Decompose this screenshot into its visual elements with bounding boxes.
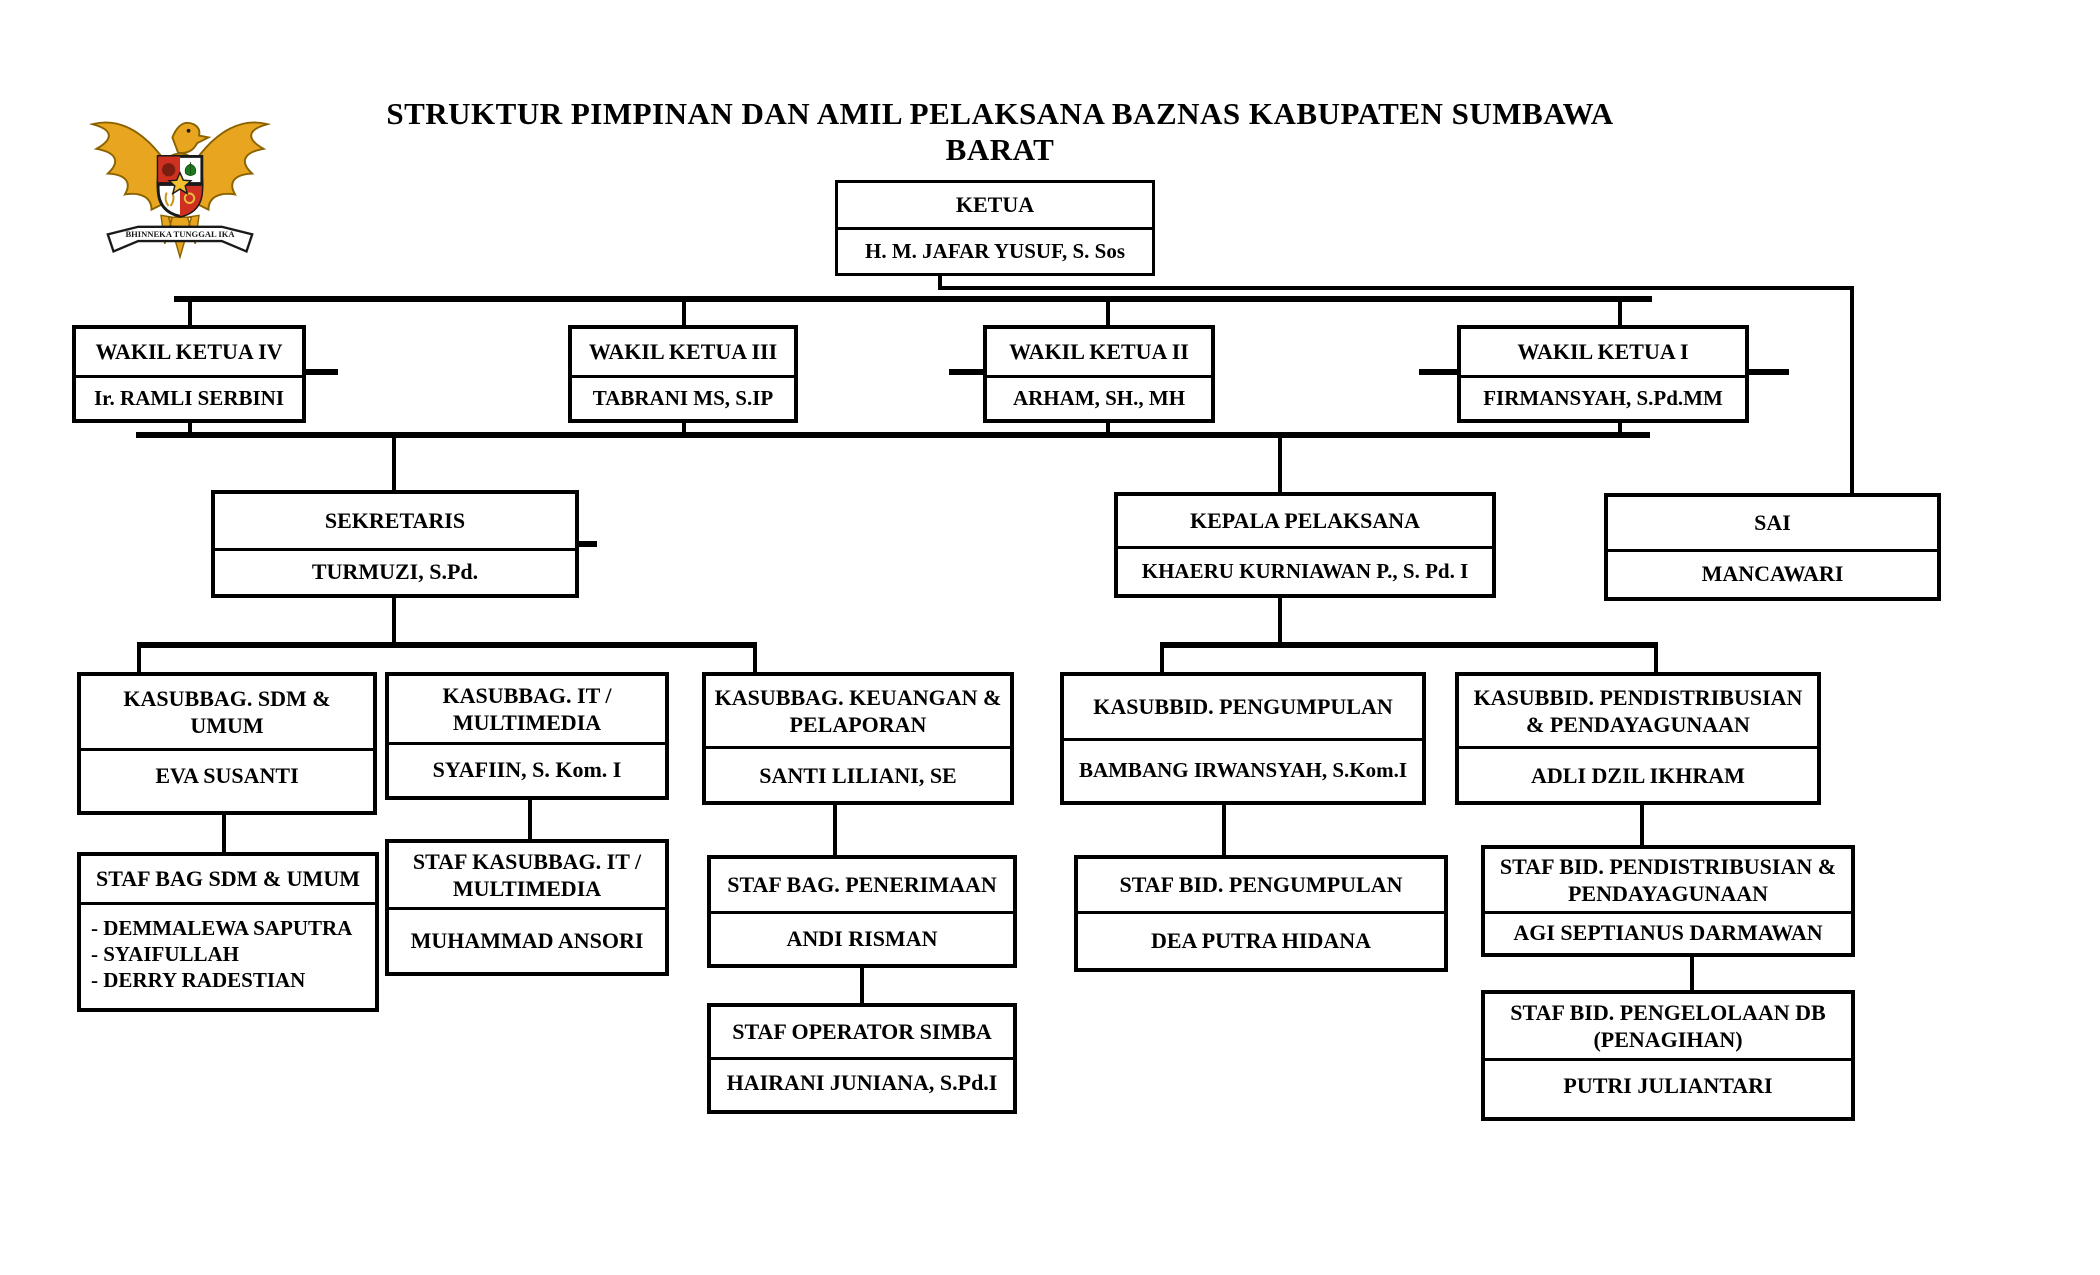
connector-kepala-stem: [1278, 598, 1282, 648]
org-node-kasubbid-pendistribusian: [1455, 672, 1821, 805]
stub-wakil2-left: [949, 369, 983, 375]
node-name: KHAERU KURNIAWAN P., S. Pd. I: [1118, 546, 1492, 594]
node-name: ADLI DZIL IKHRAM: [1459, 746, 1817, 801]
connector-stafpengumpulan-stem: [1222, 805, 1226, 855]
stub-wakil4-right: [306, 369, 338, 375]
stub-sekretaris-right: [579, 541, 597, 547]
connector-pengumpulan-drop: [1160, 642, 1164, 672]
connector-simba-stem: [860, 968, 864, 1003]
connector-pengelolaan-stem: [1690, 957, 1694, 990]
staff-member: - DEMMALEWA SAPUTRA: [91, 916, 353, 940]
node-name: TURMUZI, S.Pd.: [215, 548, 575, 594]
node-title: WAKIL KETUA I: [1517, 339, 1689, 365]
garuda-head: [172, 123, 208, 153]
ribbon-motto: BHINNEKA TUNGGAL IKA: [125, 229, 235, 240]
node-title: WAKIL KETUA IV: [95, 339, 283, 365]
node-name: PUTRI JULIANTARI: [1485, 1058, 1851, 1117]
node-title: KEPALA PELAKSANA: [1189, 508, 1420, 534]
org-node-wakil-ketua-3: [568, 325, 798, 423]
connector-mid-bus: [136, 432, 1650, 438]
pancasila-shield: [158, 156, 202, 216]
org-node-wakil-ketua-1: [1457, 325, 1749, 423]
node-name: FIRMANSYAH, S.Pd.MM: [1461, 375, 1745, 419]
org-node-staf-sdm-umum: [77, 852, 379, 1012]
node-title: STAF KASUBBAG. IT / MULTIMEDIA: [412, 848, 642, 901]
node-name: EVA SUSANTI: [81, 748, 373, 811]
org-node-kasubbag-keuangan-pelaporan: [702, 672, 1014, 805]
node-name: HAIRANI JUNIANA, S.Pd.I: [711, 1057, 1013, 1110]
connector-keuangan-drop: [753, 642, 757, 672]
node-title: SAI: [1754, 510, 1791, 536]
org-node-kasubbid-pengumpulan: [1060, 672, 1426, 805]
node-title: STAF BID. PENGELOLAAN DB (PENAGIHAN): [1510, 999, 1826, 1052]
org-node-wakil-ketua-2: [983, 325, 1215, 423]
node-title: KASUBBAG. IT / MULTIMEDIA: [442, 682, 612, 735]
garuda-pancasila-logo: [85, 72, 275, 277]
org-node-staf-pendistribusian: [1481, 845, 1855, 957]
connector-stafsdm-stem: [222, 815, 226, 852]
node-name: SANTI LILIANI, SE: [706, 746, 1010, 801]
node-title: KETUA: [955, 192, 1035, 218]
stub-wakil1-left: [1419, 369, 1457, 375]
org-node-staf-pengelolaan-db: [1481, 990, 1855, 1121]
connector-wakil2-drop: [1106, 296, 1110, 327]
node-title: SEKRETARIS: [324, 508, 466, 534]
node-title: WAKIL KETUA II: [1009, 339, 1189, 365]
org-node-staf-pengumpulan: [1074, 855, 1448, 972]
connector-kepala-drop: [1278, 432, 1282, 492]
connector-wakil3-drop: [682, 296, 686, 327]
connector-sekretaris-bus: [137, 642, 757, 648]
connector-wakil-bus: [174, 296, 1652, 302]
node-name: AGI SEPTIANUS DARMAWAN: [1485, 911, 1851, 953]
node-title: STAF BID. PENDISTRIBUSIAN & PENDAYAGUNAAN: [1499, 853, 1837, 906]
org-node-staf-it-multimedia: [385, 839, 669, 976]
connector-wakil1-drop: [1618, 296, 1622, 327]
node-name: MUHAMMAD ANSORI: [389, 907, 665, 972]
connector-sdm-drop: [137, 642, 141, 672]
node-title: KASUBBAG. SDM & UMUM: [123, 685, 331, 738]
connector-kepala-bus: [1160, 642, 1658, 648]
node-title: KASUBBID. PENGUMPULAN: [1093, 694, 1393, 720]
connector-stafpend-stem: [1640, 805, 1644, 845]
org-node-ketua: [835, 180, 1155, 276]
node-name: ARHAM, SH., MH: [987, 375, 1211, 419]
stub-wakil1-right: [1749, 369, 1789, 375]
org-node-wakil-ketua-4: [72, 325, 306, 423]
org-node-sekretaris: [211, 490, 579, 598]
node-title: WAKIL KETUA III: [588, 339, 778, 365]
connector-sekretaris-stem: [392, 598, 396, 644]
connector-penerimaan-stem: [833, 805, 837, 855]
shield-bull-icon: [162, 163, 175, 176]
node-title: STAF BID. PENGUMPULAN: [1119, 872, 1403, 898]
node-title: STAF BAG. PENERIMAAN: [727, 872, 997, 898]
org-node-staf-operator-simba: [707, 1003, 1017, 1114]
connector-sai-drop: [1850, 286, 1854, 495]
org-node-sai: [1604, 493, 1941, 601]
connector-stafit-stem: [528, 800, 532, 839]
staff-member: - SYAIFULLAH: [91, 942, 240, 966]
node-name: MANCAWARI: [1608, 549, 1937, 597]
org-node-kepala-pelaksana: [1114, 492, 1496, 598]
node-name: H. M. JAFAR YUSUF, S. Sos: [838, 227, 1152, 273]
node-name: Ir. RAMLI SERBINI: [76, 375, 302, 419]
node-title: STAF BAG SDM & UMUM: [96, 866, 360, 892]
org-node-kasubbag-it-multimedia: [385, 672, 669, 800]
staff-member-list: [81, 902, 375, 1008]
node-name: TABRANI MS, S.IP: [572, 375, 794, 419]
node-name: DEA PUTRA HIDANA: [1078, 911, 1444, 968]
node-name: SYAFIIN, S. Kom. I: [389, 742, 665, 796]
node-name: ANDI RISMAN: [711, 911, 1013, 964]
connector-wakil4-drop: [188, 296, 192, 327]
node-title: STAF OPERATOR SIMBA: [732, 1019, 992, 1045]
connector-top-right: [938, 286, 1854, 290]
connector-sekretaris-drop: [392, 432, 396, 490]
staff-member: - DERRY RADESTIAN: [91, 968, 306, 992]
garuda-eye: [187, 129, 191, 133]
node-name: BAMBANG IRWANSYAH, S.Kom.I: [1064, 738, 1422, 801]
node-title: KASUBBAG. KEUANGAN & PELAPORAN: [714, 684, 1002, 737]
node-title: KASUBBID. PENDISTRIBUSIAN & PENDAYAGUNAAN: [1473, 684, 1803, 737]
connector-pendistribusian-drop: [1654, 642, 1658, 672]
org-node-kasubbag-sdm-umum: [77, 672, 377, 815]
org-node-staf-penerimaan: [707, 855, 1017, 968]
chart-title: STRUKTUR PIMPINAN DAN AMIL PELAKSANA BAZNAS KABUPATEN SUMBAWA BARAT: [386, 96, 1614, 167]
